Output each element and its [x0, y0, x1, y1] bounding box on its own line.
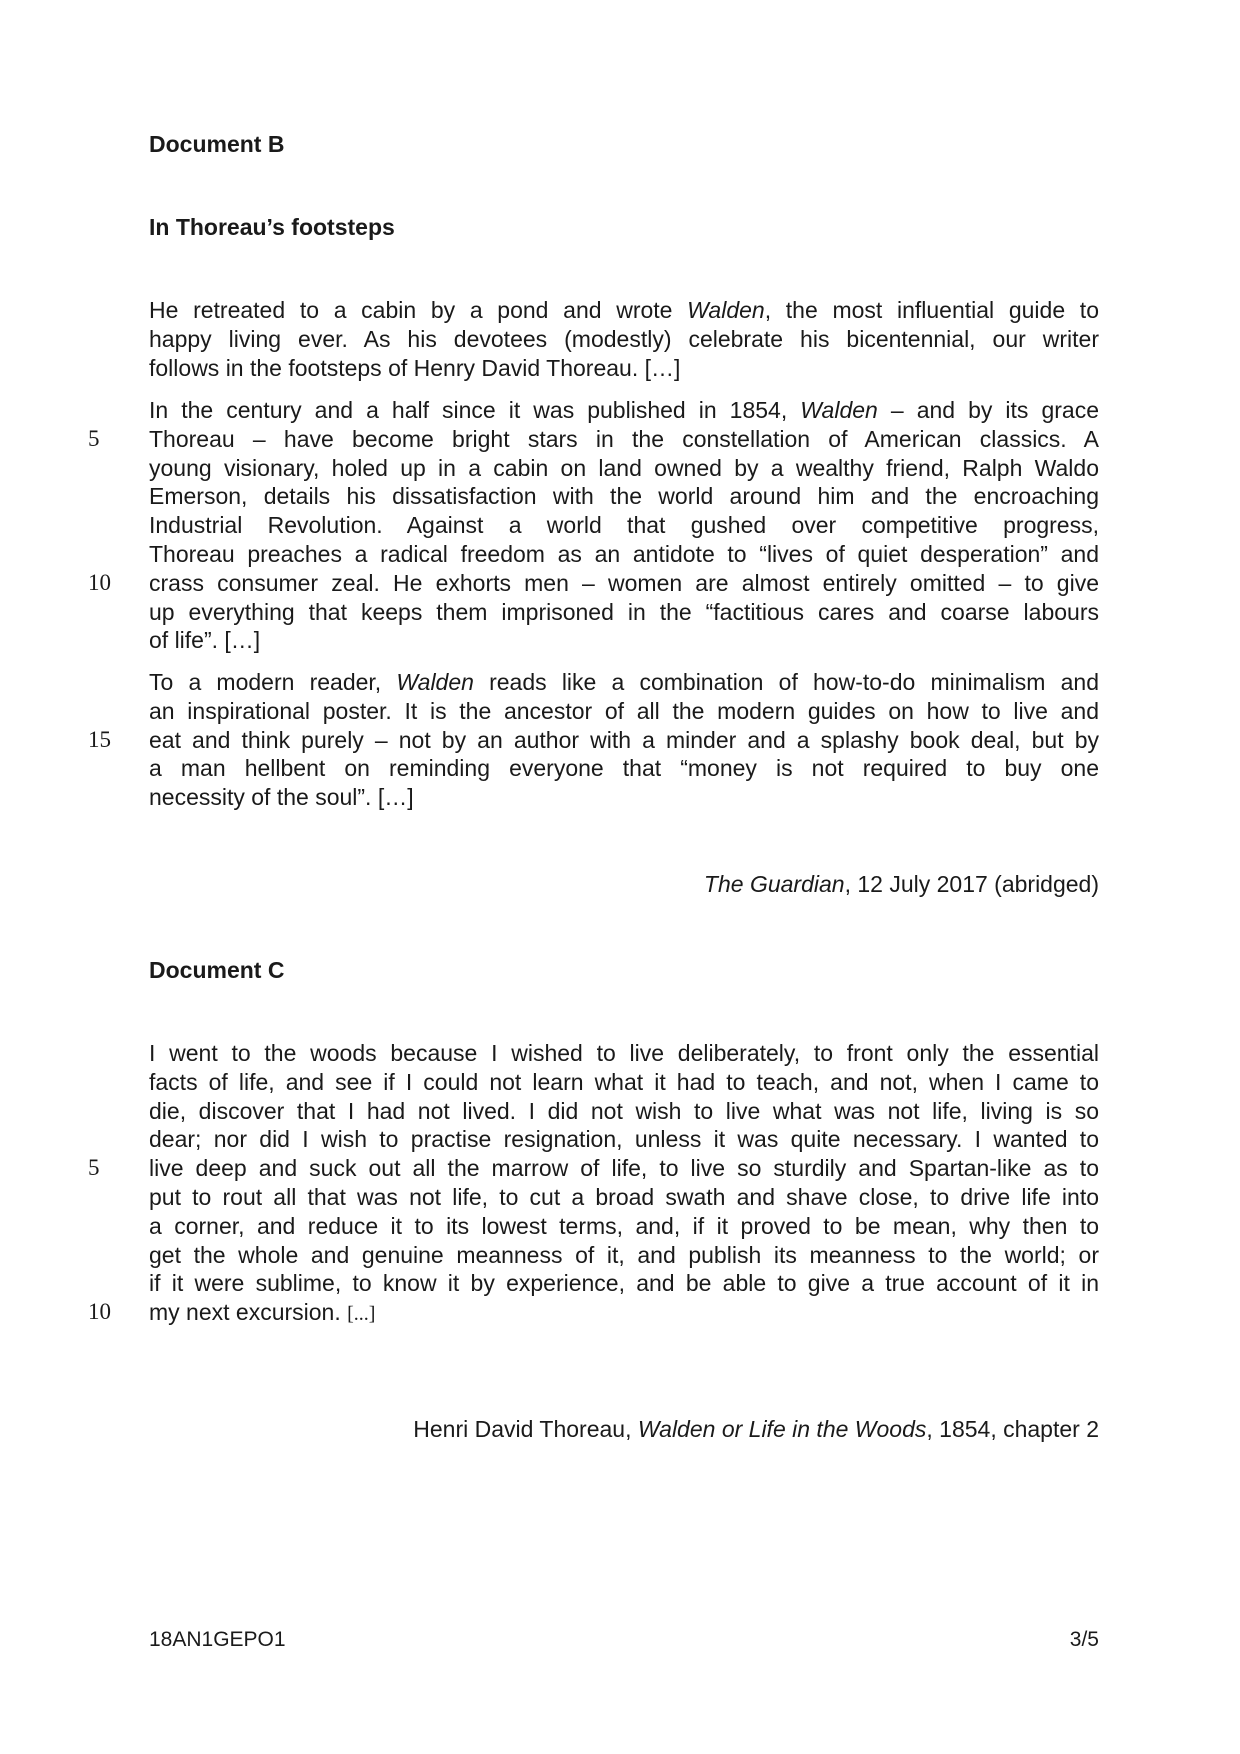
- text-line: crass consumer zeal. He exhorts men – women are almost entirely omitted – to give: [149, 569, 1099, 596]
- text-line: live deep and suck out all the marrow of life, to live so sturdily and Spartan-like as to: [149, 1155, 1099, 1182]
- text-line: Emerson, details his dissatisfaction with the world around him and the encroaching: [149, 483, 1099, 510]
- text-line: dear; nor did I wish to practise resignation, unless it was quite necessary. I wanted to: [149, 1126, 1099, 1153]
- ellipsis: [...]: [347, 1303, 376, 1326]
- page-number: 3/5: [1069, 1628, 1099, 1651]
- document-b-label: Document B: [149, 131, 285, 157]
- footer-code: 18AN1GEPO1: [149, 1628, 286, 1651]
- text-line: put to rout all that was not life, to cut a broad swath and shave close, to drive life into: [149, 1183, 1099, 1210]
- text-line: die, discover that I had not lived. I did not wish to live what was not life, living is so: [149, 1097, 1099, 1124]
- document-c-label: Document C: [149, 957, 285, 983]
- text-line: To a modern reader, Walden reads like a combination of how-to-do minimalism and: [149, 669, 1099, 695]
- line-number: 5: [88, 1155, 100, 1180]
- document-b-title: In Thoreau’s footsteps: [149, 214, 395, 240]
- text-line: facts of life, and see if I could not learn what it had to teach, and not, when I came to: [149, 1068, 1099, 1095]
- line-number: 15: [88, 727, 111, 752]
- text-line: He retreated to a cabin by a pond and wrote Walden, the most influential guide to: [149, 297, 1099, 323]
- text-line: of life”. […]: [149, 627, 261, 654]
- document-b-paragraph-1: [149, 396, 1099, 655]
- document-c-source: Henri David Thoreau, Walden or Life in the Woods, 1854, chapter 2: [413, 1416, 1099, 1442]
- text-line: young visionary, holed up in a cabin on land owned by a wealthy friend, Ralph Waldo: [149, 454, 1099, 481]
- document-b-paragraph-2: [149, 668, 1099, 812]
- text-line: Thoreau – have become bright stars in the constellation of American classics. A: [149, 425, 1099, 452]
- text-line: a man hellbent on reminding everyone that “money is not required to buy one: [149, 755, 1099, 782]
- document-b-intro: [149, 296, 1099, 382]
- text-line: In the century and a half since it was published in 1854, Walden – and by its grace: [149, 397, 1100, 423]
- text-line: eat and think purely – not by an author with a minder and a splashy book deal, but by: [149, 726, 1099, 753]
- text-line: happy living ever. As his devotees (modestly) celebrate his bicentennial, our writer: [149, 325, 1099, 352]
- line-number: 10: [88, 570, 111, 595]
- text-line: an inspirational poster. It is the ancestor of all the modern guides on how to live and: [149, 697, 1099, 724]
- line-number: 5: [88, 426, 100, 451]
- text-line: Industrial Revolution. Against a world that gushed over competitive progress,: [149, 512, 1099, 539]
- text-line: up everything that keeps them imprisoned in the “factitious cares and coarse labours: [149, 598, 1099, 625]
- text-line: get the whole and genuine meanness of it, and publish its meanness to the world; or: [149, 1241, 1099, 1268]
- text-line: necessity of the soul”. […]: [149, 784, 414, 811]
- text-line: follows in the footsteps of Henry David Thoreau. […]: [149, 354, 681, 381]
- text-line: if it were sublime, to know it by experience, and be able to give a true account of it in: [149, 1270, 1099, 1297]
- text-line: a corner, and reduce it to its lowest terms, and, if it proved to be mean, why then to: [149, 1212, 1099, 1239]
- line-number: 10: [88, 1299, 111, 1324]
- text-line: Thoreau preaches a radical freedom as an antidote to “lives of quiet desperation” and: [149, 540, 1099, 567]
- text-line: my next excursion. [...]: [149, 1299, 376, 1326]
- document-b-source: The Guardian, 12 July 2017 (abridged): [703, 871, 1099, 897]
- document-c-text: [149, 1039, 1099, 1327]
- text-line: I went to the woods because I wished to live deliberately, to front only the essential: [149, 1040, 1099, 1066]
